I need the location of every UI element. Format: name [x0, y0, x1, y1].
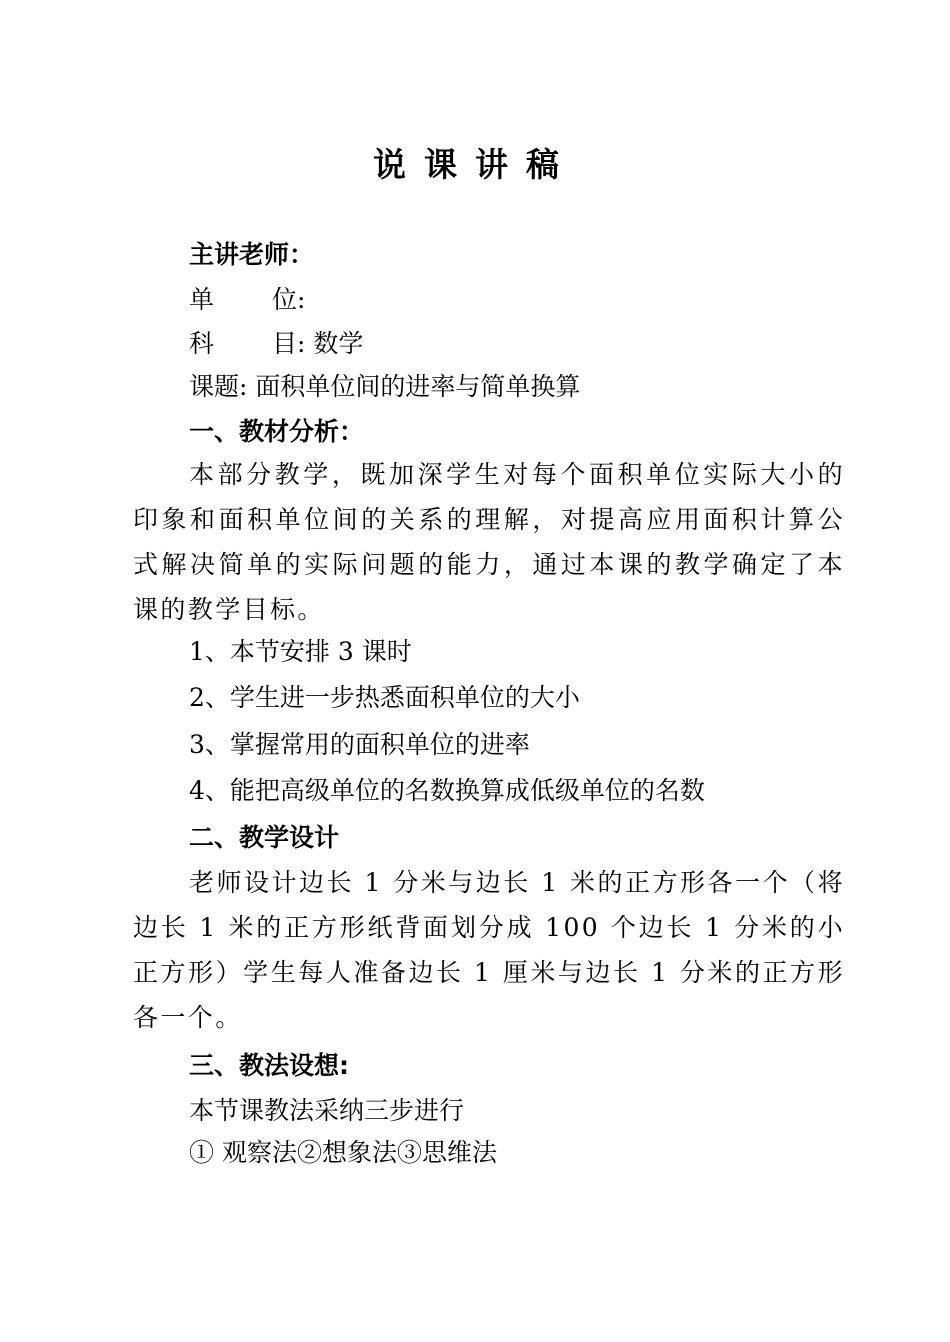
topic-field — [189, 370, 580, 404]
subject-label-part2: 目: — [272, 329, 306, 358]
section2-paragraph: 老师设计边长 1 分米与边长 1 米的正方形各一个（将边长 1 米的正方形纸背面划分成 100 个边长 1 分米的小正方形）学生每人准备边长 1 厘米与边长 1 分米的正方形各一个。 — [133, 868, 845, 1032]
page-title: 说课讲稿 — [373, 145, 577, 184]
topic-label: 课题: — [189, 372, 248, 401]
list-item: 2、学生进一步热悉面积单位的大小 — [189, 683, 580, 712]
list-item: 1、本节安排 3 课时 — [189, 637, 412, 666]
section3-line1: 本节课教法采纳三步进行 — [189, 1096, 465, 1125]
list-item: 3、掌握常用的面积单位的进率 — [189, 730, 530, 759]
unit-field — [189, 283, 305, 317]
section3-heading: 三、教法设想: — [189, 1051, 349, 1080]
section2-heading: 二、教学设计 — [189, 823, 340, 852]
subject-value: 数学 — [313, 329, 364, 358]
subject-label-part1: 科 — [189, 329, 215, 358]
section3-line2: ① 观察法②想象法③思维法 — [189, 1138, 497, 1167]
unit-label-part1: 单 — [189, 285, 215, 314]
list-item: 4、能把高级单位的名数换算成低级单位的名数 — [189, 776, 705, 805]
unit-label-part2: 位: — [272, 285, 306, 314]
section1-heading: 一、教材分析： — [189, 417, 365, 446]
section1-paragraph: 本部分教学，既加深学生对每个面积单位实际大小的印象和面积单位间的关系的理解，对提高应用面积计算公式解决简单的实际问题的能力，通过本课的教学确定了本课的教学目标。 — [133, 460, 845, 624]
topic-value: 面积单位间的进率与简单换算 — [255, 372, 581, 401]
subject-field — [189, 327, 363, 361]
speaker-label: 主讲老师： — [189, 240, 315, 269]
